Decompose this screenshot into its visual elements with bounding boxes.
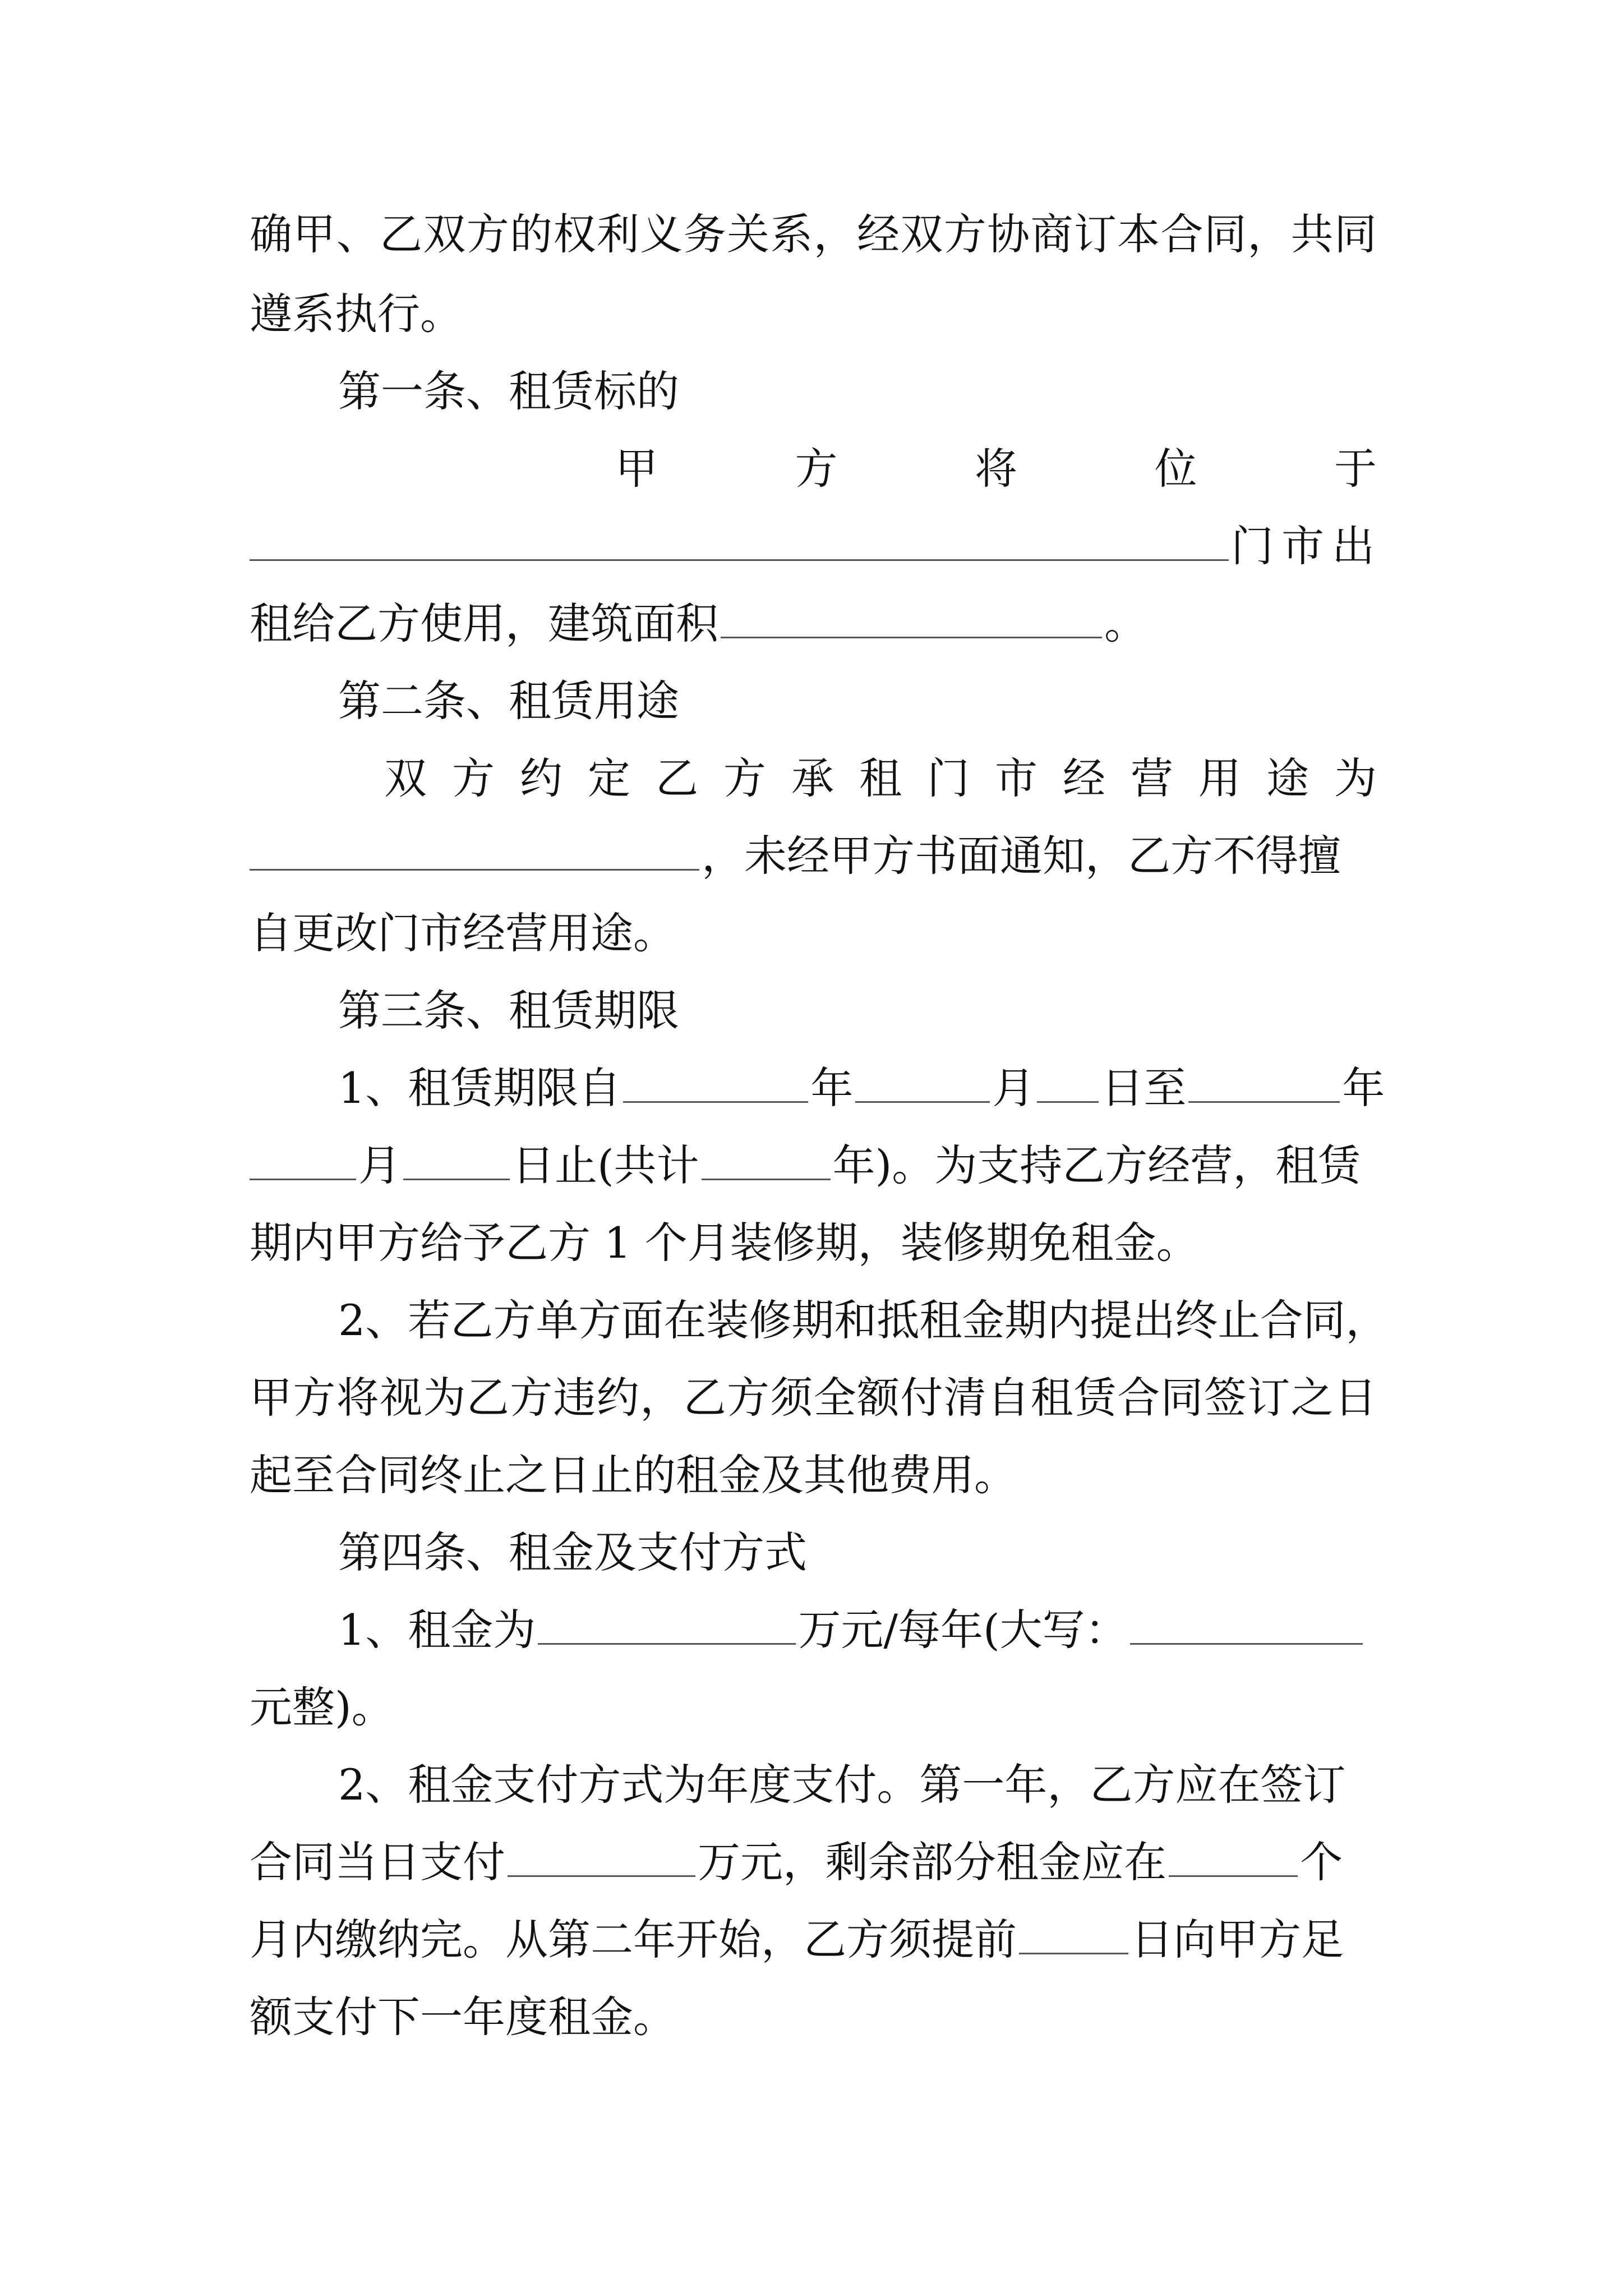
total-years-blank (702, 1142, 831, 1180)
text: ，未经甲方书面通知，乙方不得擅 (702, 831, 1341, 881)
article-4-clause-1-line-2: 元整)。 (250, 1682, 394, 1732)
end-day-blank (403, 1142, 510, 1180)
spread-char: 于 (1334, 444, 1377, 494)
text: 日至 (1101, 1063, 1187, 1113)
article-4-clause-2-line-2 (250, 1835, 1343, 1889)
text: 1、租金为 (338, 1605, 536, 1655)
article-3-clause-2-line-1: 2、若乙方单方面在装修期和抵租金期内提出终止合同， (338, 1295, 1389, 1345)
text: 个 (1300, 1837, 1343, 1887)
intro-line-1: 确甲、乙双方的权利义务关系，经双方协商订本合同，共同 (250, 209, 1377, 259)
article-3-clause-2-line-3: 起至合同终止之日止的租金及其他费用。 (250, 1450, 1017, 1500)
first-payment-blank (508, 1838, 695, 1877)
advance-days-blank (1019, 1916, 1128, 1954)
article-1-line-2 (250, 519, 1382, 573)
article-1-line-1 (615, 442, 1377, 495)
text: 日止(共计 (512, 1140, 699, 1190)
article-4-clause-2-line-4: 额支付下一年度租金。 (250, 1992, 676, 2042)
text: 万元，剩余部分租金应在 (698, 1837, 1166, 1887)
article-1-line-3 (250, 597, 1147, 650)
rent-amount-blank (538, 1606, 796, 1645)
remaining-months-blank (1169, 1838, 1298, 1877)
location-blank (250, 522, 1229, 561)
spread-char: 方 (795, 444, 838, 494)
end-year-blank (1188, 1064, 1340, 1103)
article-4-clause-2-line-3 (250, 1913, 1344, 1966)
start-month-blank (855, 1064, 990, 1103)
text: 万元/每年(大写： (798, 1605, 1128, 1655)
start-day-blank (1037, 1064, 1099, 1103)
area-blank (721, 600, 1102, 638)
article-4-heading: 第四条、租金及支付方式 (338, 1527, 807, 1577)
text: 门市出 (1231, 521, 1382, 571)
text: 合同当日支付 (250, 1837, 505, 1887)
article-2-heading: 第二条、租赁用途 (338, 676, 679, 726)
spread-char: 位 (1154, 444, 1197, 494)
text: 年)。为支持乙方经营，租赁 (832, 1140, 1361, 1190)
text: 月 (358, 1140, 401, 1190)
text: 年 (1342, 1063, 1385, 1113)
text: 日向甲方足 (1131, 1915, 1344, 1964)
text: 。 (1104, 599, 1147, 648)
start-year-blank (623, 1064, 808, 1103)
article-3-clause-1-line-2 (250, 1139, 1361, 1192)
spread-char: 甲 (615, 444, 658, 494)
article-2-line-2 (250, 829, 1341, 882)
end-month-blank (250, 1142, 356, 1180)
article-4-clause-1-line-1 (250, 1603, 1365, 1657)
text: 租给乙方使用，建筑面积 (250, 599, 718, 648)
rent-uppercase-blank (1130, 1606, 1363, 1645)
article-3-clause-2-line-2: 甲方将视为乙方违约，乙方须全额付清自租赁合同签订之日 (250, 1373, 1377, 1423)
article-3-heading: 第三条、租赁期限 (338, 986, 679, 1036)
article-4-clause-2-line-1: 2、租金支付方式为年度支付。第一年，乙方应在签订 (338, 1760, 1346, 1810)
intro-line-2: 遵系执行。 (250, 289, 463, 339)
article-1-heading: 第一条、租赁标的 (338, 366, 679, 416)
article-2-line-3: 自更改门市经营用途。 (250, 908, 676, 958)
text: 月 (992, 1063, 1035, 1113)
article-2-line-1: 双方约定乙方承租门市经营用途为 (384, 753, 1377, 803)
usage-blank (250, 832, 699, 871)
article-3-clause-1-line-3: 期内甲方给予乙方 1 个月装修期，装修期免租金。 (250, 1218, 1199, 1268)
article-3-clause-1-line-1 (250, 1061, 1385, 1115)
text: 月内缴纳完。从第二年开始，乙方须提前 (250, 1915, 1017, 1964)
spread-char: 将 (975, 444, 1017, 494)
text: 年 (810, 1063, 854, 1113)
text: 1、租赁期限自 (338, 1063, 621, 1113)
